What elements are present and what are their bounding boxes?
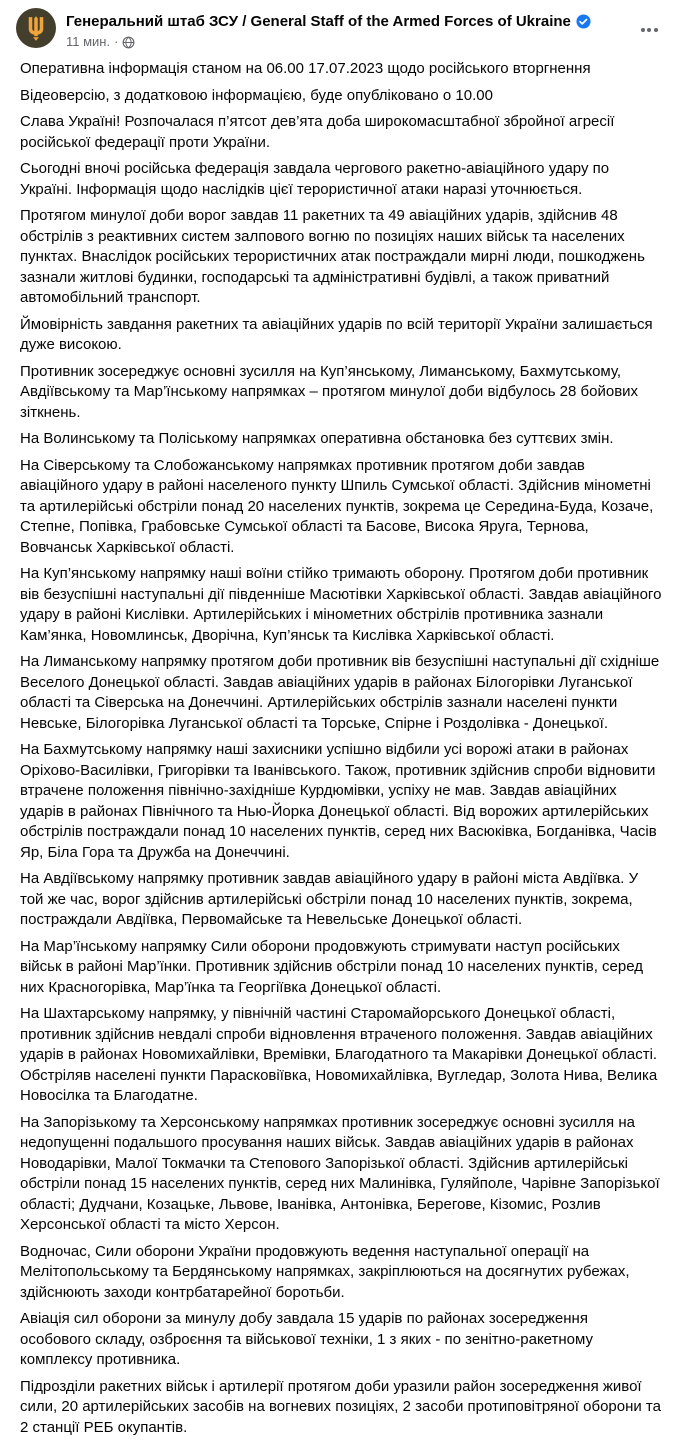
- page-avatar[interactable]: [16, 8, 56, 48]
- post-paragraph: На Бахмутському напрямку наші захисники успішно відбили усі ворожі атаки в районах Оріхово-Василівки, Григорівки та Іванівського. Також, противник здійснив спроби відновити втрачене положення північно-західніше Курдюмівки, успіху не мав. Завдав авіаційних ударів в районах Північного та Нью-Йорка Донецької області. Від ворожих артилерійських обстрілів постраждали понад 10 населених пунктів, серед них Васюківка, Богданівка, Часів Яр, Біла Гора та Дружба на Донеччині.: [20, 741, 657, 861]
- post-menu-button[interactable]: [633, 14, 665, 46]
- post-header-info: [66, 8, 633, 50]
- post-paragraph: Ймовірність завдання ракетних та авіаційних ударів по всій території України залишається дуже високою.: [20, 315, 653, 353]
- verified-badge-icon: [576, 14, 591, 29]
- post-paragraph: Сьогодні вночі російська федерація завдала чергового ракетно-авіаційного удару по Україні. Інформація щодо наслідків цієї терористичної атаки наразі уточнюється.: [20, 160, 610, 198]
- page-name[interactable]: Генеральний штаб ЗСУ / General Staff of the Armed Forces of Ukraine: [66, 13, 571, 30]
- audience-globe-icon: [122, 36, 135, 49]
- post-header: [0, 0, 681, 52]
- post-meta-row: [66, 34, 633, 50]
- ellipsis-icon: [641, 28, 658, 32]
- post-paragraph: На Волинському та Поліському напрямках оперативна обстановка без суттєвих змін.: [20, 430, 614, 447]
- post-paragraph: На Мар’їнському напрямку Сили оборони продовжують стримувати наступ російських військ в районі Мар’їнки. Противник здійснив обстріли понад 10 населених пунктів, серед них Красногорівка, Мар’їнка та Георгіївка Донецької області.: [20, 937, 643, 996]
- post-paragraph: Противник зосереджує основні зусилля на Куп’янському, Лиманському, Бахмутському, Авдіївському та Мар’їнському напрямках – протягом минулої доби відбулось 28 бойових зіткнень.: [20, 362, 639, 421]
- post-paragraph: Авіація сил оборони за минулу добу завдала 15 ударів по районах зосередження особового складу, озброєння та військової техніки, 1 з яких - по зенітно-ракетному комплексу противника.: [20, 1310, 594, 1368]
- post-text: [0, 52, 681, 1438]
- post-paragraph: На Сіверському та Слобожанському напрямках противник протягом доби завдав авіаційного удару в районі населеного пункту Шпиль Сумської області. Здійснив мінометні та артилерійські обстріли понад 20 населених пунктів, зокрема це Середина-Буда, Козаче, Степне, Попівка, Грабовське Сумської області та Басове, Висока Яруга, Тернова, Вовчанськ Харківської області.: [20, 456, 654, 556]
- trident-emblem-icon: [25, 15, 47, 42]
- post-paragraph: Оперативна інформація станом на 06.00 17.07.2023 щодо російського вторгнення: [20, 60, 591, 77]
- post-paragraph: Протягом минулої доби ворог завдав 11 ракетних та 49 авіаційних ударів, здійснив 48 обстрілів з реактивних систем залпового вогню по позиціях наших військ та населених пунктах. Внаслідок російських терористичних атак постраждали мирні люди, пошкоджень зазнали житлові будинки, господарські та адміністративні будівлі, а також приватний автомобільний транспорт.: [20, 207, 645, 306]
- post-paragraph: Відеоверсію, з додатковою інформацією, буде опубліковано о 10.00: [20, 86, 493, 104]
- post-paragraph: Підрозділи ракетних військ і артилерії протягом доби уразили район зосередження живої сили, 20 артилерійських засобів на вогневих позиціях, 2 засоби протиповітряної оборони та 2 станції РЕБ окупантів.: [20, 1377, 661, 1436]
- post-paragraph: Слава Україні! Розпочалася п’ятсот дев’ята доба широкомасштабної збройної агресії російської федерації проти України.: [20, 113, 615, 151]
- meta-separator: ·: [114, 34, 119, 49]
- post-paragraph: На Куп’янському напрямку наші воїни стійко тримають оборону. Протягом доби противник вів безуспішні наступальні дії південніше Масютівки Харківської області. Завдав авіаційного удару в районі Кислівки. Артилерійських і мінометних обстрілів противника зазнали Кам’янка, Новомлинськ, Дворічна, Куп’янськ та Кислівка Харківської області.: [20, 565, 662, 644]
- post-paragraph: Водночас, Сили оборони України продовжують ведення наступальної операції на Мелітопольському та Бердянському напрямках, закріплюються на досягнутих рубежах, здійснюють заходи контрбатарейної боротьби.: [20, 1242, 630, 1301]
- post-paragraph: На Лиманському напрямку протягом доби противник вів безуспішні наступальні дії східніше Веселого Донецької області. Завдав авіаційних ударів в районах Білогорівки Луганської області та Сіверська на Донеччині. Артилерійських обстрілів зазнали населені пункти Невське, Білогорівка Луганської області та Торське, Спірне і Роздолівка - Донецької.: [20, 653, 660, 732]
- post-timestamp[interactable]: 11 мин.: [66, 34, 111, 49]
- post-paragraph: На Авдіївському напрямку противник завдав авіаційного удару в районі міста Авдіївка. У той же час, ворог здійснив артилерійські обстріли понад 10 населених пунктів, зокрема, постраждали Авдіївка, Первомайське та Невельське Донецької області.: [20, 870, 639, 928]
- post-paragraph: На Шахтарському напрямку, у північній частині Старомайорського Донецької області, противник здійснив невдалі спроби відновлення втраченого положення. Завдав авіаційних ударів в районах Новомихайлівки, Времівки, Благодатного та Макарівки Донецької області. Обстріляв населені пункти Парасковіївка, Новомихайлівка, Вугледар, Золота Нива, Велика Новосілка та Благодатне.: [20, 1005, 658, 1104]
- post-paragraph: На Запорізькому та Херсонському напрямках противник зосереджує основні зусилля на недопущенні подальшого просування наших військ. Завдав авіаційних ударів в районах Новодарівки, Малої Токмачки та Степового Запорізької області. Здійснив артилерійські обстріли понад 15 населених пунктів, серед них Малинівка, Гуляйполе, Чарівне Запорізької області; Дудчани, Козацьке, Львове, Іванівка, Антонівка, Берегове, Кізомис, Розлив Херсонської області та місто Херсон.: [20, 1113, 660, 1233]
